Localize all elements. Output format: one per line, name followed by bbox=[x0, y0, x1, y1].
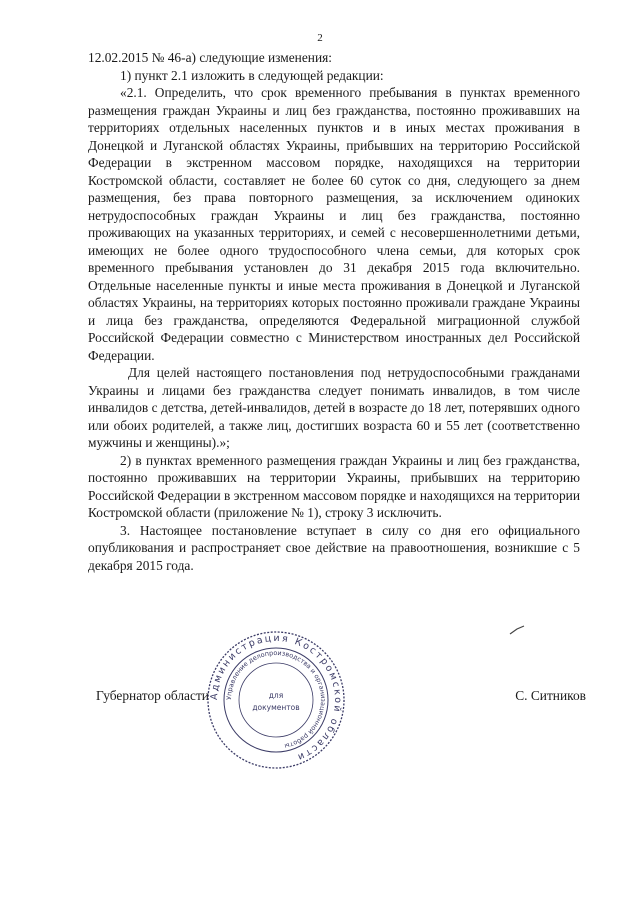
signatory-title: Губернатор области bbox=[96, 688, 209, 703]
official-seal-stamp bbox=[206, 630, 346, 770]
seal-center-line1: для bbox=[268, 691, 284, 700]
paragraph-continuation: 12.02.2015 № 46-а) следующие изменения: bbox=[88, 50, 333, 65]
page-number: 2 bbox=[317, 32, 323, 44]
handwritten-mark-icon bbox=[508, 624, 526, 636]
paragraph-item-1: 1) пункт 2.1 изложить в следующей редакции: bbox=[120, 67, 384, 83]
seal-outer-text: Администрация Костромской области bbox=[208, 632, 344, 764]
seal-center-line2: документов bbox=[252, 703, 300, 712]
seal-inner-text: Управление делопроизводства и организационной работы bbox=[224, 648, 328, 751]
document-body bbox=[88, 49, 580, 574]
signatory-name: С. Ситников bbox=[515, 688, 586, 703]
paragraph-clause-2-1: «2.1. Определить, что срок временного пребывания в пунктах временного размещения граждан Украины и лиц без гражданства, постоянно проживавших на территориях отдельных населенных пунктов и в иных местах проживания в Донецкой и Луганской областях Украины, прибывших на территорию Российской Федерации в экстренном массовом порядке, находящихся на территории Костромской области, составляет не более 60 суток со дня, следующего за днем размещения, без права повторного размещения, за исключением одиноких нетрудоспособных граждан Украины и лиц без гражданства, постоянно проживающих на указанных территориях, и семей с несовершеннолетними детьми, имеющих не более одного трудоспособного члена семьи, для которых срок временного пребывания установлен до 31 декабря 2015 года включительно. Отдельные населенные пункты и иные места проживания в Донецкой и Луганской областях Украины, на территориях которых постоянно проживали граждане Украины и лица без гражданства, определяются Федеральной миграционной службой Российской Федерации совместно с Министерством иностранных дел Российской Федерации. bbox=[88, 85, 580, 363]
seal-middle-ring bbox=[224, 648, 328, 752]
paragraph-item-2: 2) в пунктах временного размещения граждан Украины и лиц без гражданства, постоянно проживавших на территории Украины, прибывших на территорию Российской Федерации в экстренном массовом порядке и находящихся на территории Костромской области (приложение № 1), строку 3 исключить. bbox=[88, 452, 580, 520]
paragraph-item-3: 3. Настоящее постановление вступает в силу со дня его официального опубликования и распространяет свое действие на правоотношения, возникшие с 5 декабря 2015 года. bbox=[88, 522, 580, 573]
seal-inner-ring bbox=[239, 663, 313, 737]
paragraph-definitions: Для целей настоящего постановления под нетрудоспособными гражданами Украины и лицами без гражданства следует понимать инвалидов, в том числе инвалидов с детства, детей-инвалидов, детей в возрасте до 18 лет, потерявших одного или обоих родителей, а также лиц, достигших возраста 60 и 55 лет (соответственно мужчины и женщины).»; bbox=[88, 365, 580, 450]
seal-outer-ring bbox=[208, 632, 344, 768]
